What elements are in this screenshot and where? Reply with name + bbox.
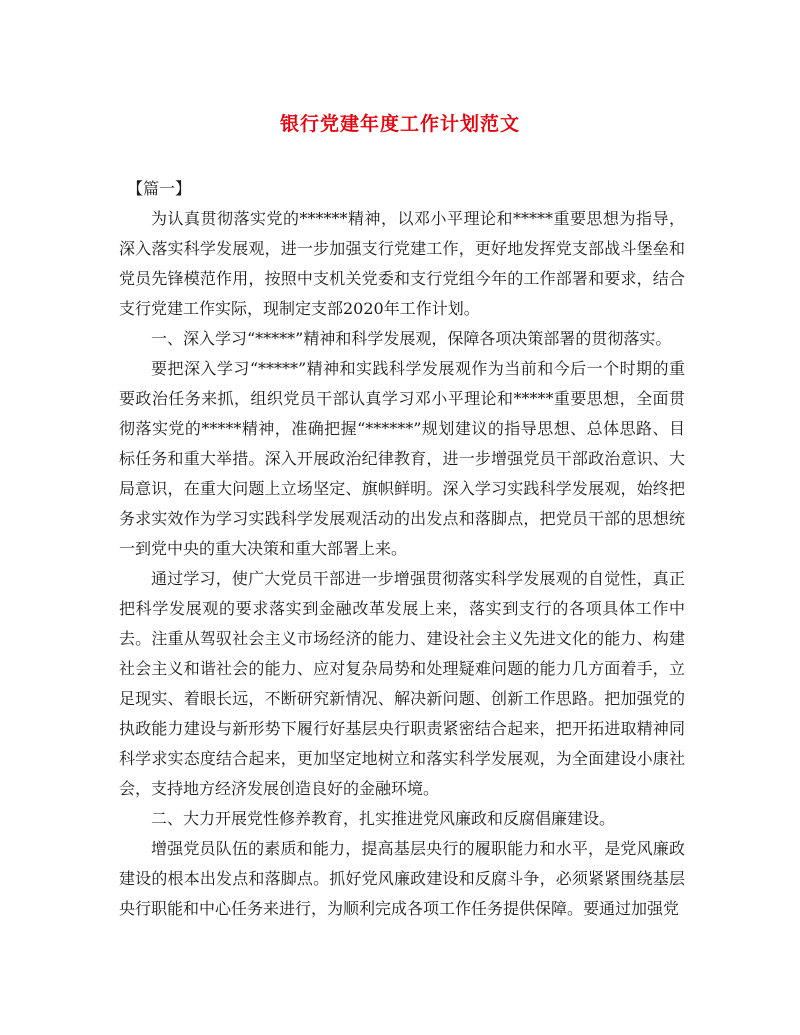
- document-body: [119, 174, 685, 924]
- paragraph-intro: 为认真贯彻落实党的******精神，以邓小平理论和*****重要思想为指导，深入落实科学发展观，进一步加强支行党建工作，更好地发挥党支部战斗堡垒和党员先锋模范作用，按照中支机关党委和支行党组今年的工作部署和要求，结合支行党建工作实际，现制定支部2020年工作计划。: [119, 209, 685, 318]
- paragraph-study: 要把深入学习“*****”精神和实践科学发展观作为当前和今后一个时期的重要政治任务来抓，组织党员干部认真学习邓小平理论和*****重要思想，全面贯彻落实党的*****精神，准确把握“******”规划建议的指导思想、总体思路、目标任务和重大举措。深入开展政治纪律教育，进一步增强党员干部政治意识、大局意识，在重大问题上立场坚定、旗帜鲜明。深入学习实践科学发展观，始终把务求实效作为学习实践科学发展观活动的出发点和落脚点，把党员干部的思想统一到党中央的重大决策和重大部署上来。: [119, 359, 685, 558]
- heading-section-1: 一、深入学习“*****”精神和科学发展观，保障各项决策部署的贯彻落实。: [151, 329, 672, 348]
- paragraph-party-quality: 增强党员队伍的素质和能力，提高基层央行的履职能力和水平，是党风廉政建设的根本出发点和落脚点。抓好党风廉政建设和反腐斗争，必须紧紧围绕基层央行职能和中心任务来进行，为顺利完成各项工作任务提供保障。要通过加强党: [119, 839, 685, 918]
- paragraph-through-study: 通过学习，使广大党员干部进一步增强贯彻落实科学发展观的自觉性，真正把科学发展观的要求落实到金融改革发展上来，落实到支行的各项具体工作中去。注重从驾驭社会主义市场经济的能力、建设社会主义先进文化的能力、构建社会主义和谐社会的能力、应对复杂局势和处理疑难问题的能力几方面着手，立足现实、着眼长远，不断研究新情况、解决新问题、创新工作思路。把加强党的执政能力建设与新形势下履行好基层央行职责紧密结合起来，把开拓进取精神同科学求实态度结合起来，更加坚定地树立和落实科学发展观，为全面建设小康社会，支持地方经济发展创造良好的金融环境。: [119, 569, 685, 798]
- document-title: 银行党建年度工作计划范文: [279, 113, 520, 135]
- section-label: 【篇一】: [127, 179, 192, 198]
- heading-section-2: 二、大力开展党性修养教育，扎实推进党风廉政和反腐倡廉建设。: [151, 809, 616, 828]
